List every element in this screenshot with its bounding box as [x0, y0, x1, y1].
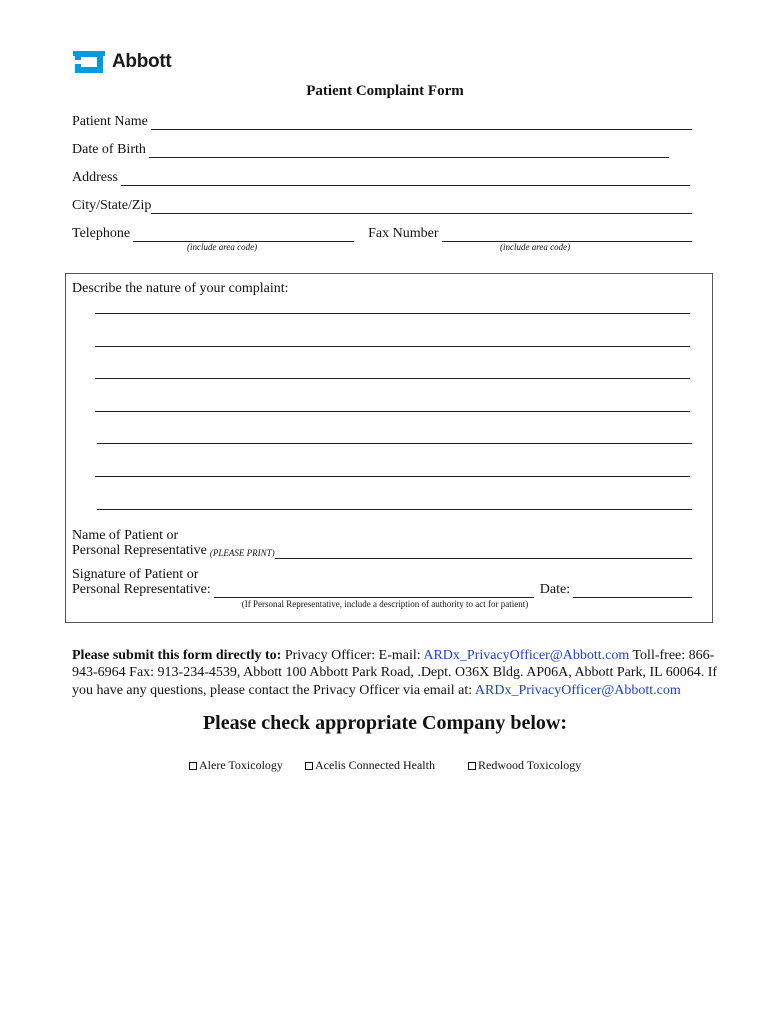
option-acelis[interactable]	[305, 758, 435, 773]
company-heading: Please check appropriate Company below:	[202, 712, 568, 734]
complaint-line[interactable]	[97, 443, 692, 444]
checkbox-icon[interactable]	[468, 762, 476, 770]
city-field[interactable]	[151, 201, 692, 214]
dob-field[interactable]	[149, 145, 669, 158]
telephone-hint: (include area code)	[187, 242, 258, 252]
rep-name-field[interactable]	[275, 546, 692, 559]
signature-line1: Signature of Patient or	[72, 567, 199, 582]
option-label: Redwood Toxicology	[478, 758, 582, 772]
complaint-line[interactable]	[95, 378, 690, 379]
complaint-line[interactable]	[95, 346, 690, 347]
fax-label: Fax Number	[368, 226, 439, 241]
submit-lead: Please submit this form directly to:	[72, 648, 282, 663]
privacy-email-link[interactable]: ARDx_PrivacyOfficer@Abbott.com	[423, 648, 630, 663]
telephone-field[interactable]	[133, 229, 354, 242]
option-redwood[interactable]	[468, 758, 581, 773]
checkbox-icon[interactable]	[305, 762, 313, 770]
address-row	[72, 168, 690, 186]
signature-field[interactable]	[214, 585, 534, 598]
complaint-line[interactable]	[97, 509, 692, 510]
patient-name-row	[72, 112, 692, 130]
abbott-logo	[72, 47, 171, 77]
submission-instructions	[72, 647, 732, 699]
signature-label: Personal Representative:	[72, 582, 211, 597]
checkbox-icon[interactable]	[189, 762, 197, 770]
patient-name-field[interactable]	[151, 117, 692, 130]
submit-text-2: Toll-free: 866-943-6964 Fax: 913-234-4539, Abbott 100 Abbott Park Road, .Dept. O36X Bldg. AP06A, Abbott Park, IL 60064. If you have any questions, please contact the Privacy Officer via email at:	[72, 648, 718, 698]
complaint-label: Describe the nature of your complaint:	[72, 281, 289, 296]
fax-hint: (include area code)	[500, 242, 571, 252]
brand-name: Abbott	[112, 51, 172, 72]
option-alere[interactable]	[189, 758, 283, 773]
address-field[interactable]	[121, 173, 690, 186]
authority-note: (If Personal Representative, include a description of authority to act for patient)	[241, 599, 529, 609]
privacy-email-link-2[interactable]: ARDx_PrivacyOfficer@Abbott.com	[474, 682, 681, 698]
patient-name-label: Patient Name	[72, 114, 148, 129]
fax-field[interactable]	[442, 229, 693, 242]
please-print-note: (PLEASE PRINT)	[209, 548, 275, 558]
dob-row	[72, 140, 669, 158]
telephone-label: Telephone	[72, 226, 131, 241]
submit-text-1: Privacy Officer: E-mail:	[281, 648, 424, 663]
phone-row	[72, 224, 692, 242]
option-label: Alere Toxicology	[199, 758, 283, 772]
city-label: City/State/Zip	[72, 198, 152, 213]
date-label: Date:	[539, 582, 571, 597]
option-label: Acelis Connected Health	[315, 758, 435, 772]
city-row	[72, 196, 692, 214]
address-label: Address	[72, 170, 118, 185]
dob-label: Date of Birth	[72, 142, 146, 157]
rep-name-label: Personal Representative	[72, 543, 207, 558]
complaint-line[interactable]	[95, 313, 690, 314]
rep-name-line1: Name of Patient or	[72, 528, 179, 543]
page-title: Patient Complaint Form	[306, 83, 464, 99]
date-field[interactable]	[573, 585, 692, 598]
signature-row	[72, 580, 692, 598]
complaint-line[interactable]	[95, 411, 690, 412]
rep-name-row	[72, 541, 692, 559]
complaint-line[interactable]	[95, 476, 690, 477]
abbott-logo-icon	[72, 48, 106, 76]
